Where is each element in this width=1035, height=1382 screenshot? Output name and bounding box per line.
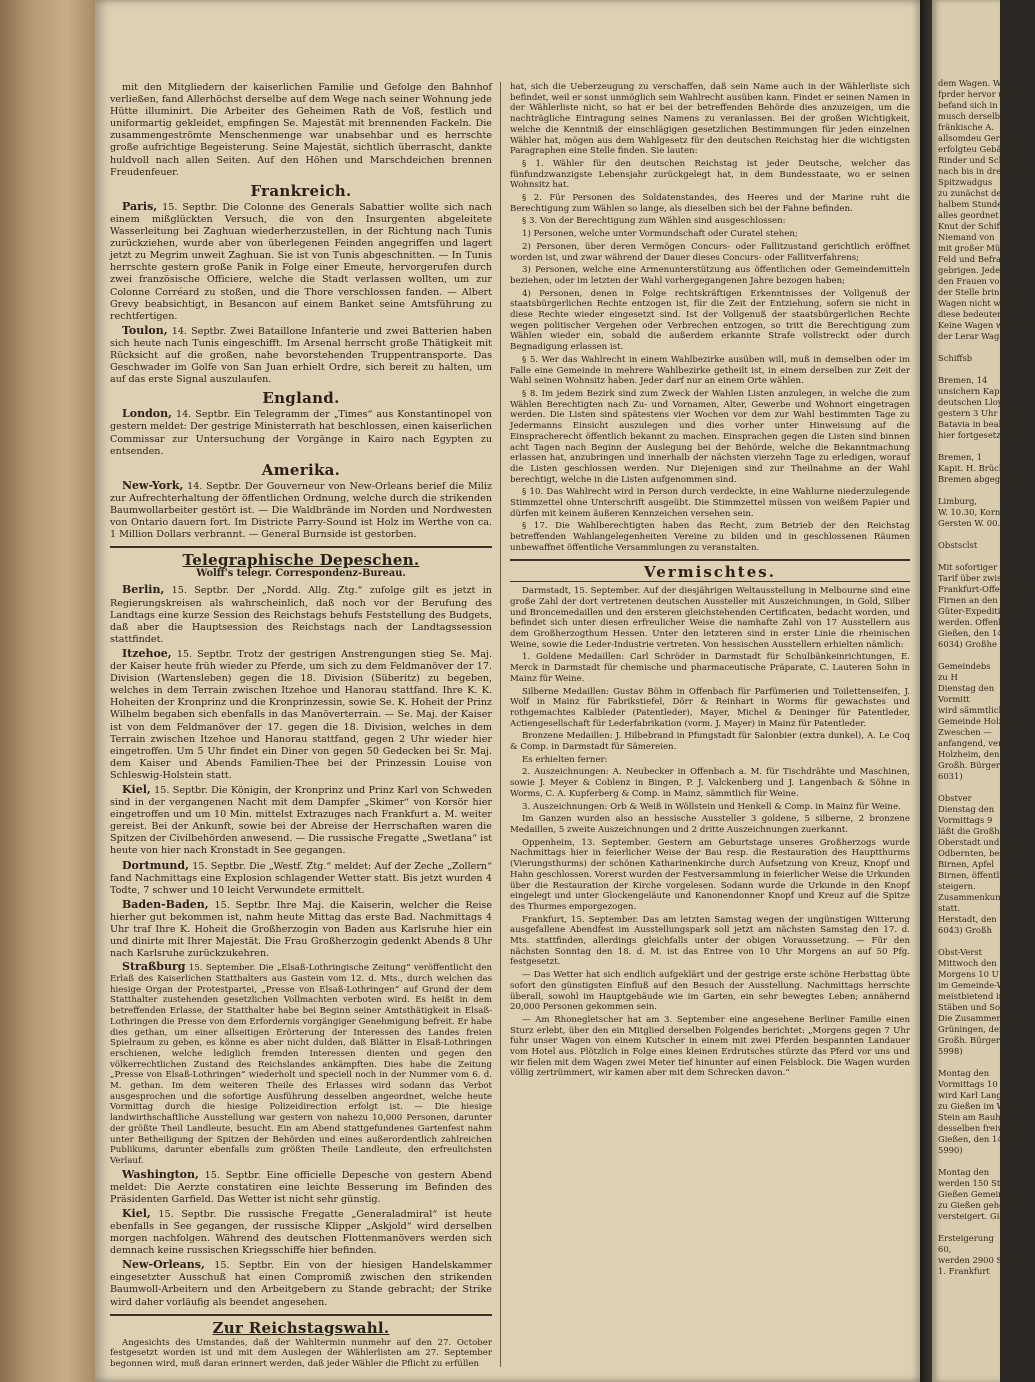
book-gutter	[920, 0, 932, 1382]
adjacent-page-text: dem Wagen. W fprder hervor und befand sich in musch derselben fränkische A. allsomdeu Gericht erfolgteu Gebäude Rinder und Schriften nach bis in dre Fache Spitzwadgus zu zunächst der halbem Stunde alles geordnet Knut der Schiffe. Niemand von mit großer Mühe Feld und Befra gebrigen. Jeder den Frauen voll der Stelle bringen Wagen nicht wieder diese bedeutend Keine Wagen wurden der Lerar Wagen Schiffsb Bremen, 14 unsichern Kapit deutschen Lloyd gestern 3 Uhr Nach Batavia in beabsich hier fortgesetzt. C Bremen, 1 Kapit. H. Brück, Bremen abgegangen Limburg, W. 10.30, Korn Gersten W. 00.00, Obstsclst Mit sofortiger G Tarif über zwischen Frankfurt-Offenbachsc Firnen an den Buchh Güter-Expeditionen werden. Offenba Gießen, den 14. 6034) Großhe Gemeindebs zu H Dienstag den Vormitt wird sämmtliche Gemeinde Holzhe Zweschen — anfangend, verse Holzheim, den Großh. Bürgerme 6031) Obstver Dienstag den Vormittags 9 läßt die Großh. Oberstadt und Arnsb Odbernten, besteh Birnen, Apfel Birnen, öffentlich steigern. Zusammenkunft statt. Herstadt, den 1 6043) Großh Obst-Verst Mittwoch den Morgens 10 U im Gemeinde-W meistbietend in Stäben und Son Die Zusammenkun Grüningen, den Großh. Bürger 5998) Montag den Vormittags 10 wird Karl Lange zu Gießen im Wald Stein am Rauhen desselben freiwillig Gießen, den 14. S 5990) Montag den werden 150 Stück Gießen Gemeinde zu Gießen gehörigen versteigert. Gie Ersteigerung 60, werden 2900 Stück 1. Frankfurt	[938, 78, 1035, 1276]
telegram-text: 15. Septbr. Eine officielle Depesche von gestern Abend meldet: Die Aerzte constatiren eine leichte Besserung im Befinden des Präsidenten Garfield. Das Wetter ist nicht sehr günstig.	[110, 1169, 492, 1205]
article-text: 14. Septbr. Ein Telegramm der „Times“ aus Konstantinopel von gestern meldet: Der gestrige Ministerrath hat beschlossen, einen kaiserlichen Commissar zur Untersuchung der Vorgänge in Kairo nach Egypten zu entsenden.	[110, 409, 492, 457]
telegram-text: 15. September. Die „Elsaß-Lothringische Zeitung“ veröffentlicht den Erlaß des Kaiserlichen Statthalters aus Gastein vom 12. d. Mts., durch welchen das hiesige Organ der Protestpartei, „Presse von Elsaß-Lothringen“ auf Grund der dem Statthalter zustehenden gesetzlichen Vollmachten verboten wird. Es heißt in dem betreffenden Erlasse, der Statthalter habe bei Beginn seiner Amtsthätigkeit in Elsaß-Lothringen die Presse von dem Erfordernis vorgängiger Genehmigung befreit. Er habe dies gethan, um einer allseitigen Erörterung der Interessen des Landes freien Spielraum zu geben, es könne es aber nicht dulden, daß Blätter in Elsaß-Lothringen erschienen, welche lediglich fremden Interessen dienten und gegen den völkerrechtlichen Zustand des Reichslandes ankämpften. Dies habe die Zeitung „Presse von Elsaß-Lothringen“ wiederholt und speciell noch in der Nummer vom 6. d. M. gethan. Im dem weiteren Theile des Erlasses wird sodann das Verbot ausgesprochen und die sofortige Ausführung desselben angeordnet, welche heute Vormittag durch die hiesige Polizeidirection erfolgt ist. — Die hiesige landwirthschaftliche Ausstellung war gestern von nahezu 10,000 Personen, darunter der größte Theil Landleute, besucht. Ein am Abend stattgefundenes Gartenfest nahm unter Betheiligung der Spitzen der Behörden und eines außerordentlich zahlreichen Publikums, darunter ebenfalls zum größten Theile Landleute, den erfreulichsten Verlauf.	[110, 963, 493, 1166]
telegram-item	[110, 1259, 492, 1308]
section-heading-vermischtes: Vermischtes.	[644, 562, 776, 581]
law-paragraph: § 2. Für Personen des Soldatenstandes, des Heeres und der Marine ruht die Berechtigung zum Wählen so lange, als dieselben sich bei der Fahne befinden.	[510, 193, 910, 214]
section-heading-amerika: Amerika.	[261, 460, 341, 479]
dateline: New-Orleans,	[122, 1258, 205, 1272]
section-divider	[110, 546, 492, 548]
dateline: Baden-Baden,	[122, 897, 209, 911]
news-item: 2. Auszeichnungen: A. Neubecker in Offenbach a. M. für Tischdrähte und Maschinen, sowie J. Meyer & Coblenz in Bingen, P. J. Valckenberg und J. Langenbach & Söhne in Worms, C. A. Kupferberg & Comp. in Mainz, sämmtlich für Weine.	[510, 767, 910, 799]
dateline: Toulon,	[122, 323, 168, 337]
dateline: Kiel,	[122, 1206, 151, 1220]
article-text: 15. Septbr. Die Colonne des Generals Sabattier wollte sich nach einem mißglückten Versuch, die von den Insurgenten abgeleitete Wasserleitung bei Zaghuan wiederherzustellen, in der Richtung nach Tunis zurückziehen, wurde aber von überlegenen Feinden angegriffen und lagert jetzt zu Megrim unweit Zaghuan. Sie ist von Tunis abgeschnitten. — In Tunis herrschte gestern große Panik in Folge einer Emeute, hervorgerufen durch zwei französische Officiere, welche die Stadt verlassen wollten, um zur Colonne Corréard zu stoßen, und die Thore verschlossen fanden. — Albert Grevy beabsichtigt, in Besancon auf einem Banket seine Amtsführung zu rechtfertigen.	[110, 201, 492, 322]
telegram-text: 15. Septbr. Die russische Fregatte „Generaladmiral“ ist heute ebenfalls in See gegangen, der russische Klipper „Askjold“ wird derselben morgen nachfolgen. Während des deutschen Flottenmanövers werden sich demnach keine russischen Kriegsschiffe hier befinden.	[110, 1208, 492, 1257]
section-heading-reichstagswahl: Zur Reichstagswahl.	[212, 1318, 390, 1337]
news-item: Im Ganzen wurden also an hessische Aussteller 3 goldene, 5 silberne, 2 bronzene Medaillen, 5 zweite Auszeichnungen und 2 dritte Auszeichnungen zuerkannt.	[510, 814, 910, 835]
dateline: Kiel,	[122, 782, 151, 796]
law-paragraph: § 10. Das Wahlrecht wird in Person durch verdeckte, in eine Wahlurne niederzulegende Stimmzettel ohne Unterschrift ausgeübt. Die Stimmzettel müssen von weißem Papier und dürfen mit keinem äußeren Kennzeichen versehen sein.	[510, 487, 910, 519]
right-column	[510, 82, 910, 1372]
telegram-text: 15. Septbr. Die Königin, der Kronprinz und Prinz Karl von Schweden sind in der vergangenen Nacht mit dem Dampfer „Skimer“ von Korsör hier eingetroffen und um 10 Min. mittelst Extrazuges nach Frankfurt a. M. weiter gereist. Bei der Ankunft, sowie bei der Abreise der Herrschaften waren die Spitzen der Civilbehörden anwesend. — Die russische Fregatte „Swetlana“ ist heute von hier nach Kronstadt in See gegangen.	[110, 784, 492, 857]
news-item: Frankfurt, 15. September. Das am letzten Samstag wegen der ungünstigen Witterung ausgefallene Abendfest im Ausstellungspark soll jetzt am nächsten Samstag den 17. d. Mts. stattfinden, allerdings gleichfalls unter der obigen Voraussetzung. — Für den nächsten Sonntag den 18. d. M. ist das Entree von 10 Uhr Morgens an auf 50 Pfg. festgesetzt.	[510, 914, 910, 968]
article-paris	[110, 201, 492, 323]
news-item: 1. Goldene Medaillen: Carl Schröder in Darmstadt für Schulbänkeinrichtungen, E. Merck in Darmstadt für chemische und pharmaceutische Präparate, C. Lauteren Sohn in Mainz für Weine.	[510, 652, 910, 684]
dateline: New-York,	[122, 478, 184, 492]
left-column	[110, 82, 492, 1372]
news-item: Darmstadt, 15. September. Auf der diesjährigen Weltausstellung in Melbourne sind eine große Zahl der dort vertretenen deutschen Aussteller mit Auszeichnungen, in Gold, Silber und Broncemedaillen und den ersteren gleichstehenden Certificaten, bedacht worden, und befindet sich unter diesen erfreulicher Weise die namhafte Zahl von 17 Ausstellern aus dem Großherzogthum Hessen. Unter den letzteren sind in erster Linie die rheinischen Weine, sowie die Leder-Industrie vertreten. Von hessischen Ausstellern erhielten nämlich:	[510, 586, 910, 650]
dateline: Itzehoe,	[122, 646, 172, 660]
telegram-item	[110, 648, 492, 782]
law-paragraph: § 3. Von der Berechtigung zum Wählen sind ausgeschlossen:	[522, 216, 786, 227]
section-heading-telegraphic: Telegraphische Depeschen.	[182, 551, 420, 570]
law-paragraph: 4) Personen, denen in Folge rechtskräftigen Erkenntnisses der Vollgenuß der staatsbürgerlichen Rechte entzogen ist, für die Zeit der Entziehung, sofern sie nicht in diese Rechte wieder eingesetzt sind. Ist der Vollgenuß der staatsbürgerlichen Rechte wegen politischer Vergehen oder Verbrechen entzogen, so tritt die Berechtigung zum Wählen wieder ein, sobald die außerdem erkannte Strafe vollstreckt oder durch Begnadigung erlassen ist.	[510, 288, 910, 353]
law-paragraph: 3) Personen, welche eine Armenunterstützung aus öffentlichen oder Gemeindemitteln beziehen, oder im letzten der Wahl vorhergegangenen Jahre bezogen haben;	[510, 265, 910, 286]
law-paragraph: § 5. Wer das Wahlrecht in einem Wahlbezirke ausüben will, muß in demselben oder im Falle eine Gemeinde in mehrere Wahlbezirke getheilt ist, in einem derselben zur Zeit der Wahl seinen Wohnsitz haben. Jeder darf nur an einem Orte wählen.	[510, 354, 910, 387]
telegram-text: 15. Septbr. Trotz der gestrigen Anstrengungen stieg Se. Maj. der Kaiser heute früh wieder zu Pferde, um sich zu dem Feldmanöver der 17. Division (Wartensleben) gegen die 18. Division (Süberitz) zu begeben, welches in dem Terrain zwischen Itzehoe und Hanorau stattfand. Ihre K. K. Hoheiten der Kronprinz und die Kronprinzessin, sowie Se. K. Hoheit der Prinz Wilhelm begaben sich ebenfalls in das Manöverterrain. — Se. Maj. der Kaiser ist von dem Feldmanöver der 17. gegen die 18. Division, welches in dem Terrain zwischen Itzehoe und Hanorau stattfand, gegen 2 Uhr wieder hier eingetroffen. Um 5 Uhr findet ein Diner von gegen 50 Gedecken bei Sr. Maj. dem Kaiser und Abends Familien-Thee bei der Prinzessin Louise von Schleswig-Holstein statt.	[110, 648, 492, 781]
telegram-item	[110, 899, 492, 960]
section-divider	[110, 1314, 492, 1316]
telegram-item	[110, 584, 492, 645]
section-heading-england: England.	[262, 389, 340, 408]
news-item: Es erhielten ferner:	[522, 754, 608, 765]
dateline: Berlin,	[122, 583, 165, 597]
section-divider	[510, 581, 910, 582]
dateline: Dortmund,	[122, 858, 189, 872]
section-divider	[510, 559, 910, 561]
news-item: — Am Rhonegletscher hat am 3. September eine angesehene Berliner Familie einen Sturz erlebt, über den ein Mitglied derselben Folgendes berichtet: „Morgens gegen 7 Uhr fuhr unser Wagen von einem Kutscher in einem mit zwei Pferden bespannten Landauer vom Hotel aus. Plötzlich in Folge eines kleinen Erdrutsches stürzte das Pferd vor uns und wir fielen mit dem Wagen zwei Meter tief hinunter auf einen Felsblock. Die Wagen wurden völlig zertrümmert, wir kamen aber mit dem Schrecken davon.“	[510, 1014, 910, 1079]
news-item: 3. Auszeichnungen: Orb & Weiß in Wöllstein und Henkell & Comp. in Mainz für Weine.	[522, 801, 901, 812]
news-item: Oppenheim, 13. September. Gestern am Geburtstage unseres Großherzogs wurde Nachmittags hier in feierlicher Weise der Bau resp. die Restauration des Hauptthurms (Vierungsthurms) der schönen Katharinenkirche durch Aufsetzung von Kreuz, Knopf und Hahn geschlossen. Vorerst wurden der Festversammlung in feierlicher Weise die Urkunden über die Restauration der Kirche vorgelesen. Sodann wurde die Urkunde in den Knopf eingelegt und unter Glockengeläute und Kanonendonner Knopf und Kreuz auf die Spitze des Thurmes emporgezogen.	[510, 837, 910, 912]
law-paragraph: 1) Personen, welche unter Vormundschaft oder Curatel stehen;	[522, 229, 798, 240]
dateline: Straßburg	[122, 960, 186, 974]
telegram-item	[110, 1208, 492, 1257]
law-paragraph: 2) Personen, über deren Vermögen Concurs- oder Fallitzustand gerichtlich eröffnet worden ist, und zwar während der Dauer dieses Concurs- oder Fallitverfahrens;	[510, 241, 910, 263]
telegram-text: 15. Septbr. Die „Westf. Ztg.“ meldet: Auf der Zeche „Zollern“ fand Nachmittags eine Explosion schlagender Wetter statt. Bis jetzt wurden 4 Todte, 7 schwer und 10 leicht Verwundete ermittelt.	[110, 860, 492, 896]
section-subheading: Wolff's telegr. Correspondenz-Bureau.	[196, 568, 406, 580]
telegram-text: 15. Septbr. Ihre Maj. die Kaiserin, welcher die Reise hierher gut bekommen ist, nahm heute Mittag das erste Bad. Nachmittags 4 Uhr traf Ihre K. Hoheit die Großherzogin von Baden aus Karlsruhe hier ein und dinirte mit Ihrer Majestät. Die Frau Großherzogin gedenkt Abends 8 Uhr nach Karlsruhe zurückzukehren.	[110, 899, 492, 960]
intro-paragraph: mit den Mitgliedern der kaiserlichen Familie und Gefolge den Bahnhof verließen, fand Allerhöchst derselbe auf dem Wege nach seiner Wohnung jede Hütte illuminirt. Die Arbeiter des Geheimen Rath de Voß, festlich und uniformartig gekleidet, empfingen Se. Majestät mit brennenden Fackeln. Die zusammengeströmte Menschenmenge war unabsehbar und es herrschte große aufrichtige Begeisterung. Seine Majestät, sichtlich überrascht, dankte huldvoll nach allen Seiten. Auf den Höhen und Marschdeichen brennen Freudenfeuer.	[110, 82, 492, 178]
telegram-item	[110, 962, 492, 1166]
telegram-text: 15. Septbr. Der „Nordd. Allg. Ztg.“ zufolge gilt es jetzt in Regierungskreisen als wahrscheinlich, daß noch vor der Berufung des Landtags eine kurze Session des Reichstags behufs Feststellung des Budgets, daß aber die Hauptsession des Reichstags nach der Landtagssession stattfindet.	[110, 585, 492, 645]
telegram-text: 15. Septbr. Ein von der hiesigen Handelskammer eingesetzter Ausschuß hat einen Compromiß zwischen den strikenden Baumwoll-Arbeitern und den Arbeitgebern zu Stande gebracht; der Strike wird daher vorläufig als beendet angesehen.	[110, 1260, 492, 1308]
law-paragraph: § 1. Wähler für den deutschen Reichstag ist jeder Deutsche, welcher das fünfundzwanzigste Lebensjahr zurückgelegt hat, in dem Bundesstaate, wo er seinen Wohnsitz hat.	[510, 158, 910, 191]
telegram-item	[110, 784, 492, 858]
article-text: 14. Septbr. Zwei Bataillone Infanterie und zwei Batterien haben sich heute nach Tunis eingeschifft. Im Arsenal herrscht große Thätigkeit mit Rücksicht auf die großen, nahe bevorstehenden Truppentransporte. Das Geschwader im Golfe von San Juan erhielt Ordre, sich bereit zu halten, um auf das erste Signal auszulaufen.	[110, 325, 492, 386]
telegram-item	[110, 1169, 492, 1206]
law-paragraph: § 17. Die Wahlberechtigten haben das Recht, zum Betrieb der den Reichstag betreffenden Wahlangelegenheiten Vereine zu bilden und in geschlossenen Räumen unbewaffnet öffentliche Versammlungen zu veranstalten.	[510, 521, 910, 553]
article-toulon	[110, 325, 492, 386]
reichstag-continuation: hat, sich die Ueberzeugung zu verschaffen, daß sein Name auch in der Wählerliste sich befindet, weil er sonst unmöglich sein Wahlrecht ausüben kann. Findet er seinen Namen in der Wählerliste nicht, so hat er bei der betreffenden Behörde dies anzuzeigen, um die nachträgliche Eintragung seines Namens zu veranlassen. Bei der großen Wichtigkeit, welche die Kenntniß der einschlägigen gesetzlichen Bestimmungen für jeden einzelnen Wähler hat, mögen aus dem Wahlgesetz für den deutschen Reichstag hier die wichtigsten Paragraphen eine Stelle finden. Sie lauten:	[510, 82, 910, 157]
law-paragraph: § 8. Im jedem Bezirk sind zum Zweck der Wahlen Listen anzulegen, in welche die zum Wählen Berechtigten nach Zu- und Vornamen, Alter, Gewerbe und Wohnort eingetragen werden. Die Listen sind spätestens vier Wochen vor dem zur Wahl bestimmten Tage zu Jedermanns Einsicht auszulegen und dies vorher unter Hinweisung auf die Einspracherecht öffentlich bekannt zu machen. Einsprachen gegen die Listen sind binnen acht Tagen nach Beginn der Auslegung bei der Behörde, welche die Bekanntmachung erlassen hat, anzubringen und innerhalb der nächsten vierzehn Tage zu erledigen, worauf die Listen geschlossen werden. Nur Diejenigen sind zur Theilnahme an der Wahl berechtigt, welche in die Listen aufgenommen sind.	[510, 388, 910, 485]
dateline: London,	[122, 407, 172, 421]
dateline: Paris,	[122, 199, 158, 213]
adjacent-page	[932, 0, 1035, 1382]
news-item: — Das Wetter hat sich endlich aufgeklärt und der gestrige erste schöne Herbsttag übte sofort den günstigsten Einfluß auf den Besuch der Ausstellung. Nachmittags herrschte überall, sowohl im Hauptgebäude wie im Garten, ein sehr bewegtes Leben; annähernd 20,000 Personen gekommen sein.	[510, 970, 910, 1013]
column-rule	[500, 82, 501, 1367]
news-item: Silberne Medaillen: Gustav Böhm in Offenbach für Parfümerien und Toilettenseifen, J. Wolf in Mainz für Fabrikstiefel, Dörr & Reinhart in Worms für gewachstes und rothgemachtes Kalbleder (Patentleder), Mayer, Michel & Deninger für Patentleder, Actiengesellschaft für Lederfabrikation (vorm. J. Mayer) in Mainz für Patentleder.	[510, 686, 910, 729]
article-new-york	[110, 480, 492, 541]
article-london	[110, 408, 492, 457]
news-item: Bronzene Medaillen: J. Hilbebrand in Pfungstadt für Salonbier (extra dunkel), A. Le Coq & Comp. in Darmstadt für Sämereien.	[510, 731, 910, 753]
section-heading-frankreich: Frankreich.	[250, 181, 352, 200]
reichstag-paragraph: Angesichts des Umstandes, daß der Wahltermin nunmehr auf den 27. October festgesetzt worden ist und mit dem Auslegen der Wählerlisten am 27. September begonnen wird, muß daran erinnert werden, daß jeder Wähler die Pflicht zu erfüllen	[110, 1337, 492, 1370]
article-text: 14. Septbr. Der Gouverneur von New-Orleans berief die Miliz zur Aufrechterhaltung der öffentlichen Ordnung, welche durch die strikenden Baumwollarbeiter gestört ist. — Die Waldbrände im Norden und Nordwesten von Ontario dauern fort. Im Districte Parry-Sound ist Holz im Werthe von ca. 1 Million Dollars verbrannt. — General Burnside ist gestorben.	[110, 480, 492, 541]
page-binding	[0, 0, 95, 1382]
dateline: Washington,	[122, 1167, 199, 1181]
telegram-item	[110, 860, 492, 897]
